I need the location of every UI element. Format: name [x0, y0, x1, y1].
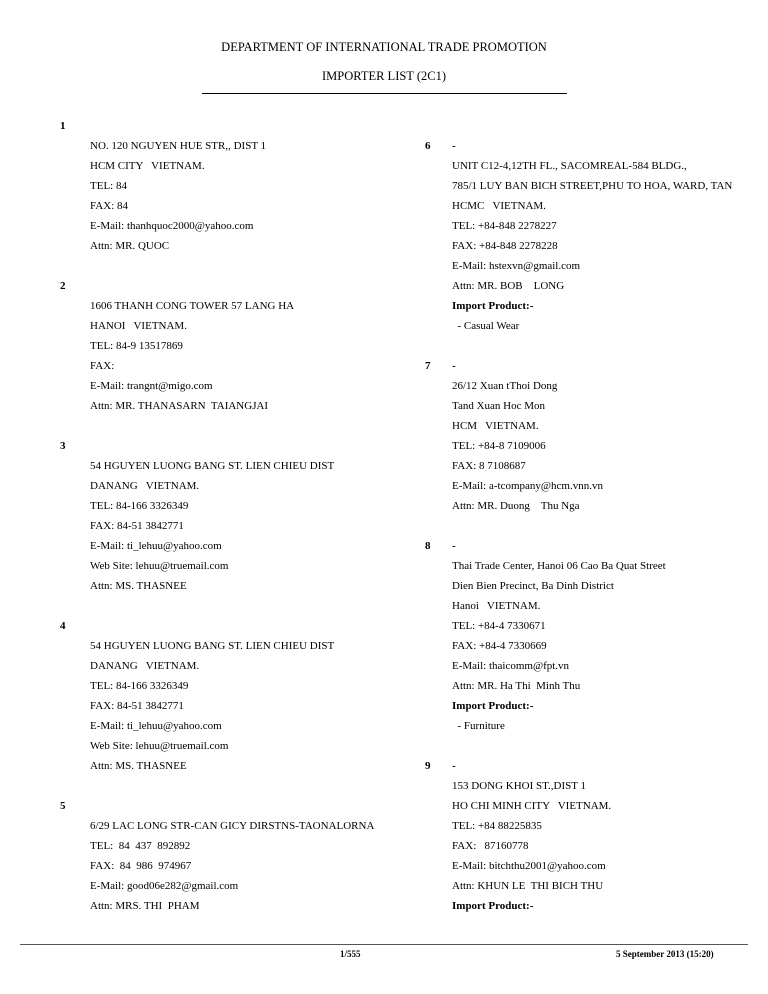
- entry-line: HANOI VIETNAM.: [90, 320, 187, 332]
- entry-fax: FAX: 8 7108687: [452, 460, 526, 472]
- entry-line: HO CHI MINH CITY VIETNAM.: [452, 800, 612, 812]
- entry-tel: TEL: 84-9 13517869: [90, 340, 183, 352]
- entry-tel: TEL: 84: [90, 180, 127, 192]
- entry-line: HCM CITY VIETNAM.: [90, 160, 205, 172]
- entry-email: E-Mail: a-tcompany@hcm.vnn.vn: [452, 480, 603, 492]
- entry-name-placeholder: -: [452, 360, 456, 372]
- entry-attn: Attn: MR. Ha Thi Minh Thu: [452, 680, 581, 692]
- entry-attn: Attn: MRS. THI PHAM: [90, 900, 200, 912]
- entry-line: Dien Bien Precinct, Ba Dinh District: [452, 580, 614, 592]
- entry-import-product-label: Import Product:-: [452, 300, 534, 312]
- entry-line: 1606 THANH CONG TOWER 57 LANG HA: [90, 300, 295, 312]
- entry-import-product-label: Import Product:-: [452, 900, 534, 912]
- header-divider: [202, 93, 567, 94]
- entry-line: 54 HGUYEN LUONG BANG ST. LIEN CHIEU DIST: [90, 640, 335, 652]
- page-subtitle: IMPORTER LIST (2C1): [321, 69, 447, 83]
- entry-line: NO. 120 NGUYEN HUE STR,, DIST 1: [90, 140, 267, 152]
- entry-number: 2: [60, 280, 66, 292]
- entry-tel: TEL: +84-8 7109006: [452, 440, 546, 452]
- entry-line: 153 DONG KHOI ST.,DIST 1: [452, 780, 587, 792]
- entry-fax: FAX: 84-51 3842771: [90, 700, 184, 712]
- entry-product-item: - Furniture: [452, 720, 505, 732]
- entry-attn: Attn: MR. THANASARN TAIANGJAI: [90, 400, 269, 412]
- entry-attn: Attn: MR. Duong Thu Nga: [452, 500, 580, 512]
- entry-name-placeholder: -: [452, 760, 456, 772]
- entry-line: HCMC VIETNAM.: [452, 200, 546, 212]
- entry-email: E-Mail: hstexvn@gmail.com: [452, 260, 581, 272]
- entry-line: Thai Trade Center, Hanoi 06 Cao Ba Quat Street: [452, 560, 666, 572]
- entry-line: UNIT C12-4,12TH FL., SACOMREAL-584 BLDG.,: [452, 160, 687, 172]
- entry-import-product-label: Import Product:-: [452, 700, 534, 712]
- entry-line: DANANG VIETNAM.: [90, 480, 200, 492]
- entry-email: E-Mail: ti_lehuu@yahoo.com: [90, 720, 222, 732]
- entry-number: 3: [60, 440, 66, 452]
- entry-fax: FAX: 87160778: [452, 840, 529, 852]
- entry-website: Web Site: lehuu@truemail.com: [90, 740, 229, 752]
- page-number: 1/555: [340, 949, 361, 959]
- entry-line: 26/12 Xuan tThoi Dong: [452, 380, 558, 392]
- entry-email: E-Mail: thaicomm@fpt.vn: [452, 660, 570, 672]
- entry-line: 6/29 LAC LONG STR-CAN GICY DIRSTNS-TAONALORNA: [90, 820, 375, 832]
- entry-line: Tand Xuan Hoc Mon: [452, 400, 546, 412]
- entry-number: 8: [425, 540, 431, 552]
- entry-website: Web Site: lehuu@truemail.com: [90, 560, 229, 572]
- entry-fax: FAX: +84-4 7330669: [452, 640, 547, 652]
- print-date: 5 September 2013 (15:20): [616, 949, 714, 959]
- page-title: DEPARTMENT OF INTERNATIONAL TRADE PROMOTION: [221, 40, 547, 54]
- entry-fax: FAX: 84: [90, 200, 128, 212]
- entry-email: E-Mail: bitchthu2001@yahoo.com: [452, 860, 606, 872]
- entry-number: 4: [60, 620, 66, 632]
- entry-line: Hanoi VIETNAM.: [452, 600, 541, 612]
- entry-attn: Attn: MR. QUOC: [90, 240, 170, 252]
- entry-product-item: - Casual Wear: [452, 320, 520, 332]
- entry-tel: TEL: 84 437 892892: [90, 840, 191, 852]
- entry-email: E-Mail: good06e282@gmail.com: [90, 880, 239, 892]
- entry-fax: FAX:: [90, 360, 115, 372]
- entry-number: 5: [60, 800, 66, 812]
- entry-tel: TEL: +84 88225835: [452, 820, 542, 832]
- entry-attn: Attn: MS. THASNEE: [90, 580, 187, 592]
- entry-number: 1: [60, 120, 66, 132]
- entry-number: 7: [425, 360, 431, 372]
- entry-attn: Attn: KHUN LE THI BICH THU: [452, 880, 604, 892]
- entry-number: 6: [425, 140, 431, 152]
- entry-number: 9: [425, 760, 431, 772]
- entry-attn: Attn: MS. THASNEE: [90, 760, 187, 772]
- entry-email: E-Mail: thanhquoc2000@yahoo.com: [90, 220, 254, 232]
- entry-fax: FAX: 84-51 3842771: [90, 520, 184, 532]
- entry-email: E-Mail: ti_lehuu@yahoo.com: [90, 540, 222, 552]
- entry-tel: TEL: +84-848 2278227: [452, 220, 557, 232]
- entry-email: E-Mail: trangnt@migo.com: [90, 380, 213, 392]
- entry-name-placeholder: -: [452, 140, 456, 152]
- entry-tel: TEL: 84-166 3326349: [90, 500, 189, 512]
- footer-divider: [20, 944, 748, 945]
- entry-line: 785/1 LUY BAN BICH STREET,PHU TO HOA, WARD, TAN: [452, 180, 733, 192]
- entry-fax: FAX: +84-848 2278228: [452, 240, 558, 252]
- entry-name-placeholder: -: [452, 540, 456, 552]
- entry-tel: TEL: +84-4 7330671: [452, 620, 546, 632]
- entry-line: DANANG VIETNAM.: [90, 660, 200, 672]
- entry-attn: Attn: MR. BOB LONG: [452, 280, 565, 292]
- entry-tel: TEL: 84-166 3326349: [90, 680, 189, 692]
- entry-line: HCM VIETNAM.: [452, 420, 539, 432]
- entry-line: 54 HGUYEN LUONG BANG ST. LIEN CHIEU DIST: [90, 460, 335, 472]
- entry-fax: FAX: 84 986 974967: [90, 860, 192, 872]
